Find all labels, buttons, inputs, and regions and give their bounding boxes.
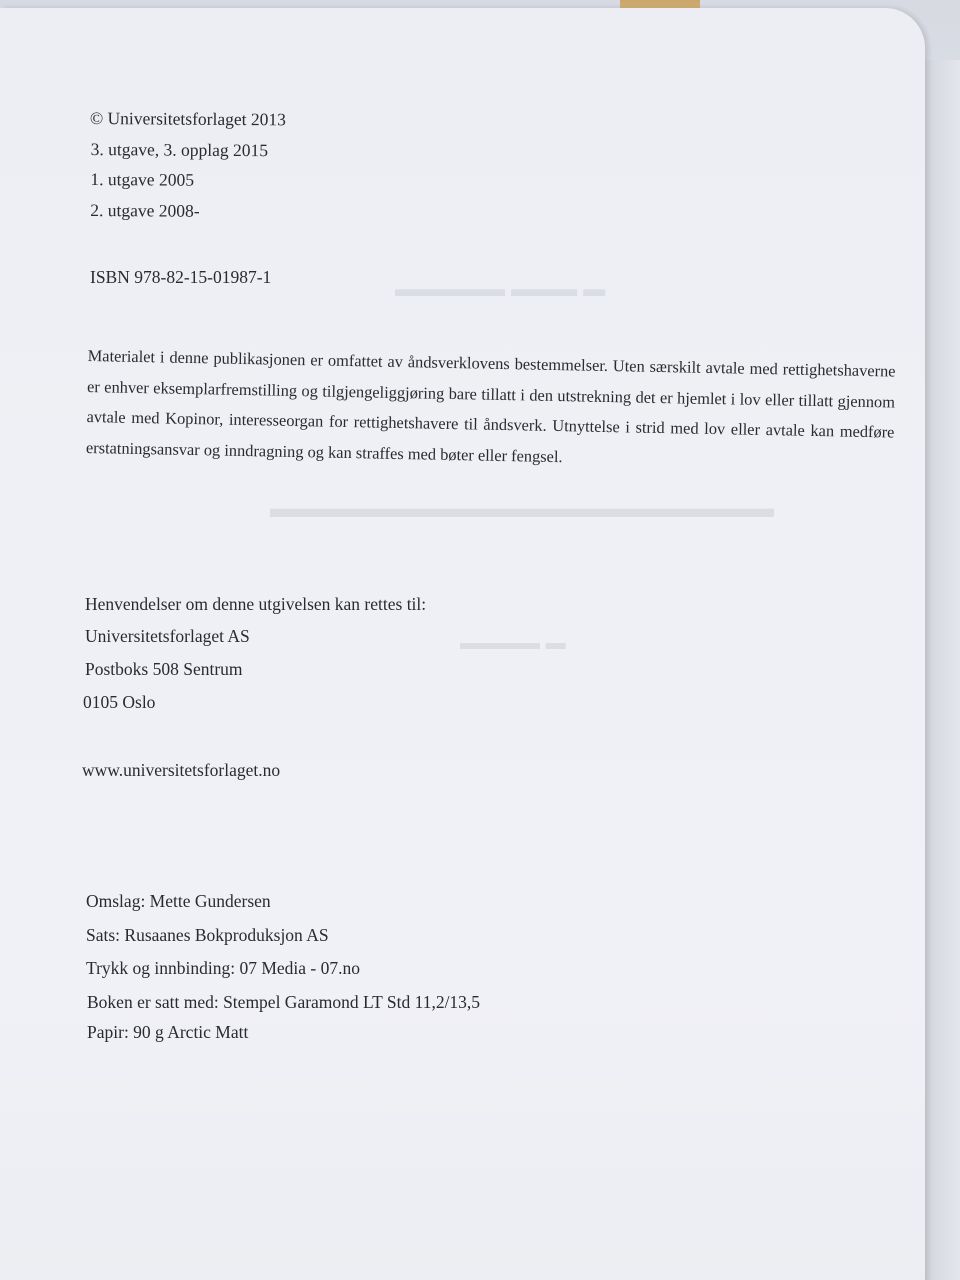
edition-history-line: 1. utgave 2005 — [90, 169, 195, 190]
credit-printing: Trykk og innbinding: 07 Media - 07.no — [86, 958, 361, 978]
copyright-line: © Universitetsforlaget 2013 — [89, 107, 286, 130]
edition-history-line: 2. utgave 2008- — [90, 200, 200, 221]
publisher-website: www.universitetsforlaget.no — [82, 760, 281, 780]
publisher-name: Universitetsforlaget AS — [85, 626, 250, 646]
show-through-subtitle: ▬▬▬▬▬▬▬▬▬▬▬▬▬▬▬▬▬▬ — [270, 492, 774, 523]
show-through-author: ▬ ▬▬▬ ▬▬▬▬▬ — [395, 276, 606, 301]
credit-typesetting: Sats: Rusaanes Bokproduksjon AS — [86, 925, 329, 945]
edition-line: 3. utgave, 3. opplag 2015 — [90, 139, 269, 161]
next-page-edge — [925, 60, 960, 1280]
isbn: ISBN 978-82-15-01987-1 — [90, 267, 272, 287]
credit-paper: Papir: 90 g Arctic Matt — [87, 1022, 249, 1042]
show-through-edition: ▬ ▬▬▬▬ — [460, 632, 566, 654]
publisher-city: 0105 Oslo — [83, 692, 156, 712]
publisher-address: Postboks 508 Sentrum — [85, 659, 243, 679]
credit-cover: Omslag: Mette Gundersen — [86, 891, 271, 911]
legal-notice: Materialet i denne publikasjonen er omfattet av åndsverklovens bestemmelser. Uten særskilt avtale med rettighetshaverne er enhver eksemplarfremstilling og tilgjengeliggjøring bare tillatt i den utstrekning det er hjemlet i lov eller tillatt gjennom avtale med Kopinor, interesseorgan for rettighetshavere til åndsverk. Utnyttelse i strid med lov eller avtale kan medføre erstatningsansvar og inndragning og kan straffes med bøter eller fengsel. — [85, 346, 896, 467]
contact-intro: Henvendelser om denne utgivelsen kan rettes til: — [85, 594, 427, 614]
credit-typeface: Boken er satt med: Stempel Garamond LT Std 11,2/13,5 — [87, 992, 481, 1012]
